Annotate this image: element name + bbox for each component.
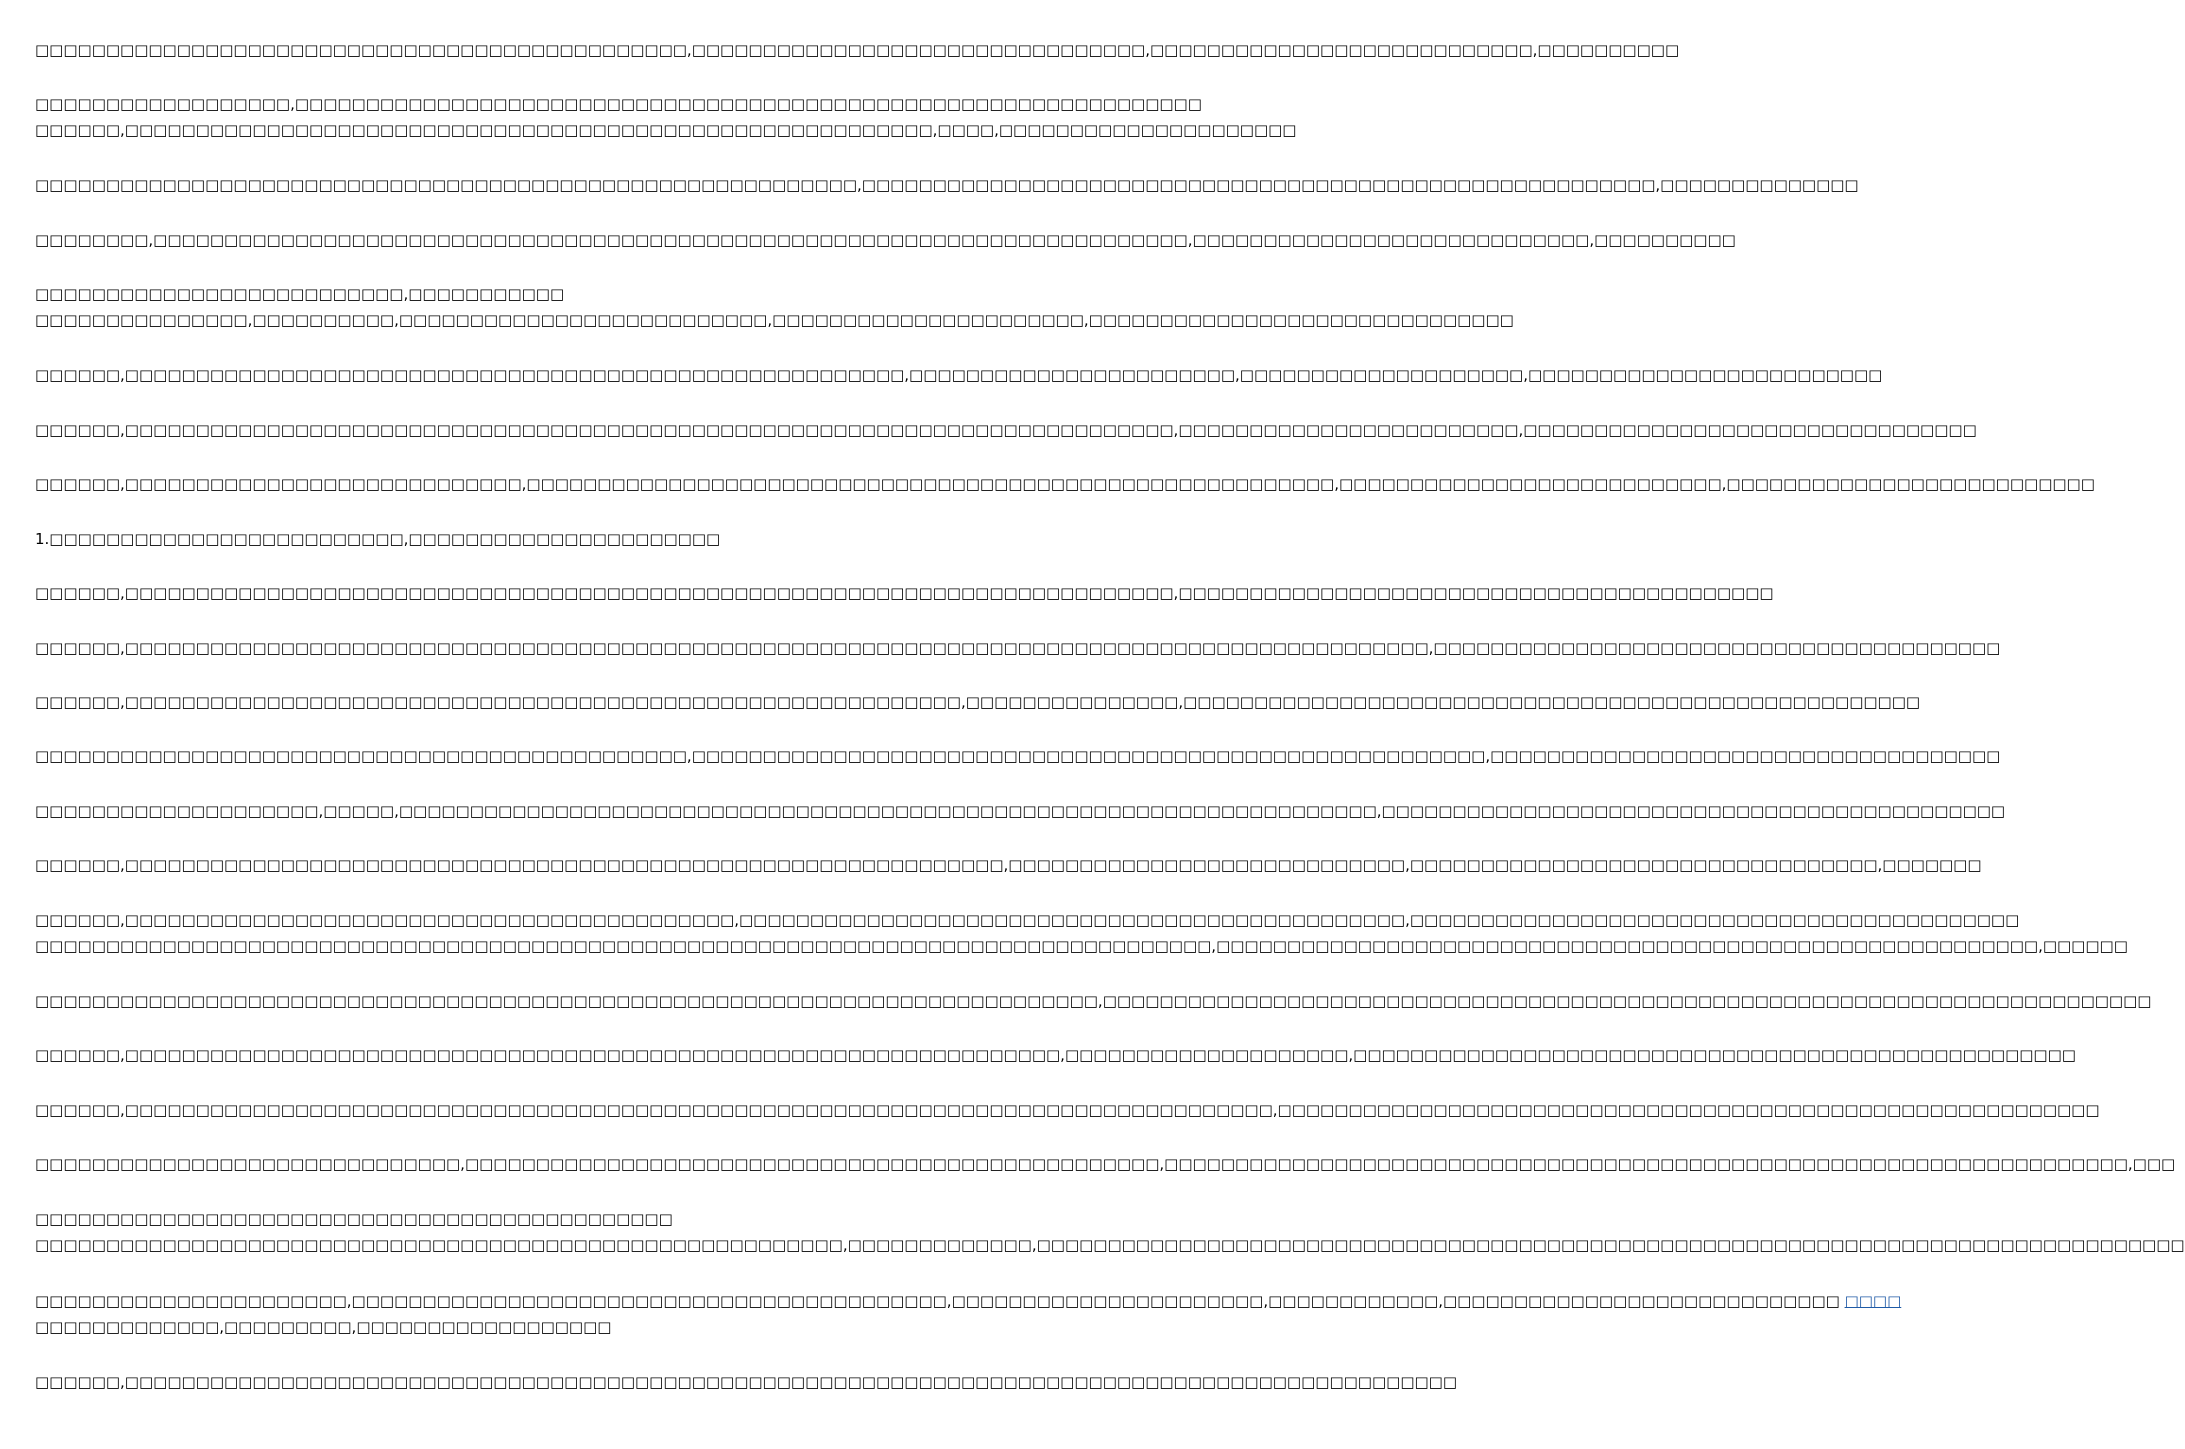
paragraph-19 [35, 1097, 2100, 1123]
paragraph-6 [35, 362, 1883, 388]
text-line: □□□□□□□□□□□□□□□□□□□□□□□□□□□□□□□□□□□□□□□□□□□□□ [35, 1210, 673, 1228]
text-line: □□□□□□□□□□□□□□□□□□,□□□□□□□□□□□□□□□□□□□□□□□□□□□□□□□□□□□□□□□□□□□□□□□□□□□□□□□□□□□□□□□□ [35, 95, 1202, 113]
text-line: □□□□□□□□□□□□□□□□□□□□□□□□□□□□□□□□□□□□□□□□□□□□□□,□□□□□□□□□□□□□□□□□□□□□□□□□□□□□□□□□□□□□□□□□□□□□□□□□□□□□□□□,□□□□□□□□□□□□□□□□□□□□□□□□□□□□□□□□□□□□ [35, 747, 2001, 765]
paragraph-22 [35, 1288, 1902, 1340]
text-line: □□□□□□,□□□□□□□□□□□□□□□□□□□□□□□□□□□□,□□□□□□□□□□□□□□□□□□□□□□□□□□□□□□□□□□□□□□□□□□□□□□□□□□□□□□□□□,□□□□□□□□□□□□□□□□□□□□□□□□□□□,□□□□□□□□□□□□□□□□□□□□□□□□□□ [35, 475, 2095, 493]
paragraph-23 [35, 1369, 1458, 1395]
text-line [35, 1288, 1902, 1314]
text-line: □□□□□□,□□□□□□□□□□□□□□□□□□□□□□□□□□□□□□□□□□□□□□□□□□□□□□□□□□□□□□□□□,□□□□,□□□□□□□□□□□□□□□□□□□□□ [35, 121, 1297, 139]
paragraph-17 [35, 988, 2152, 1014]
text-line: □□□□□□,□□□□□□□□□□□□□□□□□□□□□□□□□□□□□□□□□□□□□□□□□□□,□□□□□□□□□□□□□□□□□□□□□□□□□□□□□□□□□□□□□□□□□□□□□□□,□□□□□□□□□□□□□□□□□□□□□□□□□□□□□□□□□□□□□□□□□□□ [35, 911, 2020, 929]
paragraph-2 [35, 91, 1297, 143]
paragraph-1 [35, 37, 1680, 63]
text-line: □□□□□□□□,□□□□□□□□□□□□□□□□□□□□□□□□□□□□□□□□□□□□□□□□□□□□□□□□□□□□□□□□□□□□□□□□□□□□□□□□□,□□□□□□□□□□□□□□□□□□□□□□□□□□□□,□□□□□□□□□□ [35, 231, 1736, 249]
text-line: □□□□□□□□□□□□□□□,□□□□□□□□□□,□□□□□□□□□□□□□□□□□□□□□□□□□□,□□□□□□□□□□□□□□□□□□□□□□,□□□□□□□□□□□□□□□□□□□□□□□□□□□□□□ [35, 311, 1514, 329]
text-line: □□□□□□,□□□□□□□□□□□□□□□□□□□□□□□□□□□□□□□□□□□□□□□□□□□□□□□□□□□□□□□,□□□□□□□□□□□□□□□□□□□□□□□,□□□□□□□□□□□□□□□□□□□□,□□□□□□□□□□□□□□□□□□□□□□□□□ [35, 366, 1883, 384]
text-line: □□□□□□,□□□□□□□□□□□□□□□□□□□□□□□□□□□□□□□□□□□□□□□□□□□□□□□□□□□□□□□□□□□□□□□□□□□□□□□□□□,□□□□□□□□□□□□□□□□□□□□□□□□□□□□□□□□□□□□□□□□□□ [35, 584, 1774, 602]
paragraph-14 [35, 798, 2006, 824]
text-line: □□□□□□,□□□□□□□□□□□□□□□□□□□□□□□□□□□□□□□□□□□□□□□□□□□□□□□□□□□□□□□□□□□,□□□□□□□□□□□□□□□,□□□□□□□□□□□□□□□□□□□□□□□□□□□□□□□□□□□□□□□□□□□□□□□□□□□□ [35, 693, 1921, 711]
text-line: □□□□□□□□□□□□□□□□□□□□□□□□□□□□□□□□□□□□□□□□□□□□□□□□□□□□□□□□□,□□□□□□□□□□□□□,□□□□□□□□□□□□□□□□□□□□□□□□□□□□□□□□□□□□□□□□□□□□□□□□□□□□□□□□□□□□□□□□□□□□□□□□□□□□□□□□□ [35, 1236, 2185, 1254]
paragraph-12 [35, 689, 1921, 715]
paragraph-5 [35, 281, 1514, 333]
paragraph-4 [35, 227, 1736, 253]
text-line: □□□□□□,□□□□□□□□□□□□□□□□□□□□□□□□□□□□□□□□□□□□□□□□□□□□□□□□□□□□□□□□□□□□□□□□□□,□□□□□□□□□□□□□□□□□□□□,□□□□□□□□□□□□□□□□□□□□□□□□□□□□□□□□□□□□□□□□□□□□□□□□□□□ [35, 1046, 2076, 1064]
paragraph-20 [35, 1151, 2176, 1177]
text-line: □□□□□□□□□□□□□□□□□□□□□□□□□□□□□□□□□□□□□□□□□□□□□□□□□□□□□□□□□□□□□□□□□□□□□□□□□□□□□□□□□□□,□□□□□□□□□□□□□□□□□□□□□□□□□□□□□□□□□□□□□□□□□□□□□□□□□□□□□□□□□□,□□□□□□ [35, 937, 2128, 955]
text-line: □□□□□□□□□□□□□□□□□□□□□□□□□□□□□□,□□□□□□□□□□□□□□□□□□□□□□□□□□□□□□□□□□□□□□□□□□□□□□□□□,□□□□□□□□□□□□□□□□□□□□□□□□□□□□□□□□□□□□□□□□□□□□□□□□□□□□□□□□□□□□□□□□□□□□,□□□ [35, 1155, 2176, 1173]
text-line: 1.□□□□□□□□□□□□□□□□□□□□□□□□□,□□□□□□□□□□□□□□□□□□□□□□ [35, 530, 721, 548]
text-line: □□□□□□,□□□□□□□□□□□□□□□□□□□□□□□□□□□□□□□□□□□□□□□□□□□□□□□□□□□□□□□□□□□□□□,□□□□□□□□□□□□□□□□□□□□□□□□□□□□,□□□□□□□□□□□□□□□□□□□□□□□□□□□□□□□□□,□□□□□□□ [35, 856, 1982, 874]
paragraph-18 [35, 1042, 2076, 1068]
paragraph-11 [35, 635, 2001, 661]
paragraph-16 [35, 907, 2128, 959]
document-page [35, 0, 2185, 1449]
paragraph-3 [35, 172, 1859, 198]
text-line: □□□□□□□□□□□□□□□□□□□□□□□□□□□□□□□□□□□□□□□□□□□□□□□□□□□□□□□□□□□□□□□□□□□□□□□□□□□,□□□□□□□□□□□□□□□□□□□□□□□□□□□□□□□□□□□□□□□□□□□□□□□□□□□□□□□□□□□□□□□□□□□□□□□□□□ [35, 992, 2152, 1010]
numbered-heading [35, 526, 989, 552]
paragraph-10 [35, 580, 1774, 606]
text-line: □□□□□□□□□□□□□□□□□□□□□□□□□□□□□□□□□□□□□□□□□□□□□□□□□□□□□□□□□□,□□□□□□□□□□□□□□□□□□□□□□□□□□□□□□□□□□□□□□□□□□□□□□□□□□□□□□□□,□□□□□□□□□□□□□□ [35, 176, 1859, 194]
paragraph-21 [35, 1206, 2185, 1258]
text-line: □□□□□□,□□□□□□□□□□□□□□□□□□□□□□□□□□□□□□□□□□□□□□□□□□□□□□□□□□□□□□□□□□□□□□□□□□□□□□□□□□□□□□□□□,□□□□□□□□□□□□□□□□□□□□□□□□□□□□□□□□□□□□□□□□□□□□□□□□□□□□□□□□□□ [35, 1101, 2100, 1119]
text-line: □□□□□□□□□□□□□,□□□□□□□□□,□□□□□□□□□□□□□□□□□□ [35, 1318, 612, 1336]
text-line: □□□□□□□□□□□□□□□□□□□□□□□□□□□□□□□□□□□□□□□□□□□□□□,□□□□□□□□□□□□□□□□□□□□□□□□□□□□□□□□,□□□□□□□□□□□□□□□□□□□□□□□□□□□,□□□□□□□□□□ [35, 41, 1680, 59]
text-line: □□□□□□,□□□□□□□□□□□□□□□□□□□□□□□□□□□□□□□□□□□□□□□□□□□□□□□□□□□□□□□□□□□□□□□□□□□□□□□□□□□□□□□□□□□□□□□□□□□□□□ [35, 1373, 1458, 1391]
text-line: □□□□□□□□□□□□□□□□□□□□□□□□□□,□□□□□□□□□□□ [35, 285, 565, 303]
inline-link[interactable]: □□□□ [1844, 1292, 1902, 1310]
paragraph-7 [35, 417, 1977, 443]
paragraph-15 [35, 852, 1982, 878]
paragraph-8 [35, 471, 2095, 497]
text-line: □□□□□□,□□□□□□□□□□□□□□□□□□□□□□□□□□□□□□□□□□□□□□□□□□□□□□□□□□□□□□□□□□□□□□□□□□□□□□□□□□□□□□□□□□□□□□□□□□□□,□□□□□□□□□□□□□□□□□□□□□□□□□□□□□□□□□□□□□□□□ [35, 639, 2001, 657]
paragraph-13 [35, 743, 2001, 769]
text-segment: □□□□□□□□□□□□□□□□□□□□□□,□□□□□□□□□□□□□□□□□□□□□□□□□□□□□□□□□□□□□□□□□□,□□□□□□□□□□□□□□□□□□□□□□,□□□□□□□□□□□□,□□□□□□□□□□□□□□□□□□□□□□□□□□□□ [35, 1292, 1845, 1310]
text-line: □□□□□□,□□□□□□□□□□□□□□□□□□□□□□□□□□□□□□□□□□□□□□□□□□□□□□□□□□□□□□□□□□□□□□□□□□□□□□□□□□,□□□□□□□□□□□□□□□□□□□□□□□□,□□□□□□□□□□□□□□□□□□□□□□□□□□□□□□□□ [35, 421, 1977, 439]
text-line: □□□□□□□□□□□□□□□□□□□□,□□□□□,□□□□□□□□□□□□□□□□□□□□□□□□□□□□□□□□□□□□□□□□□□□□□□□□□□□□□□□□□□□□□□□□□□□□□,□□□□□□□□□□□□□□□□□□□□□□□□□□□□□□□□□□□□□□□□□□□□ [35, 802, 2006, 820]
